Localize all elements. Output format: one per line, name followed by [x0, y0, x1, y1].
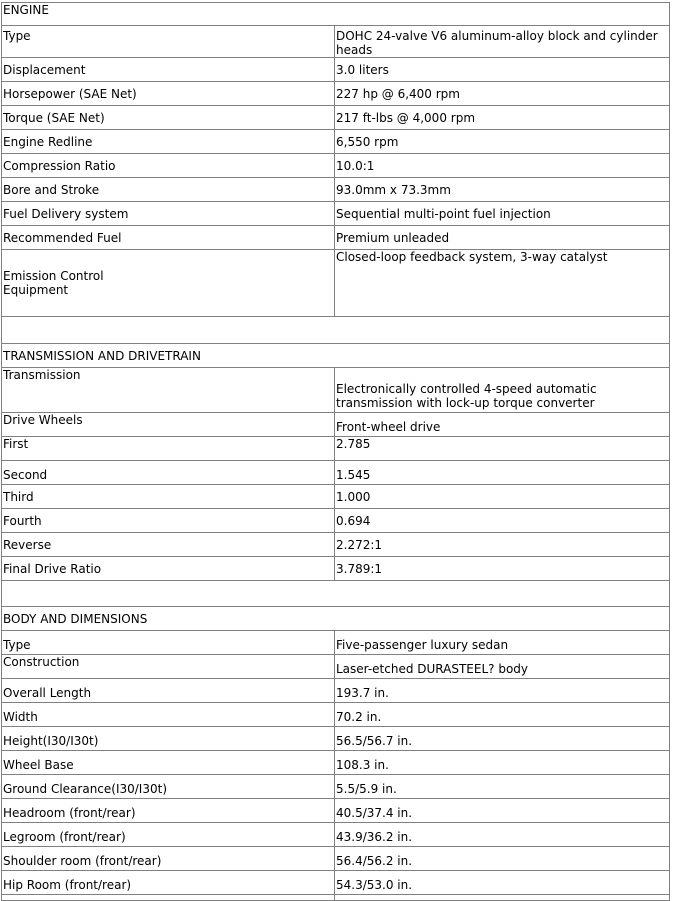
table-row [2, 413, 670, 437]
spec-label: Wheel Base [2, 751, 335, 775]
spec-value: Closed-loop feedback system, 3-way catalyst [335, 250, 670, 317]
spec-label: Final Drive Ratio [2, 557, 335, 581]
spec-label: Type [2, 631, 335, 655]
spec-value: 70.2 in. [335, 703, 670, 727]
table-row [2, 679, 670, 703]
spacer-row [2, 317, 670, 344]
spec-value: 2.785 [335, 437, 670, 461]
spec-value: 108.3 in. [335, 751, 670, 775]
table-row [2, 226, 670, 250]
spec-value: DOHC 24-valve V6 aluminum-alloy block and cylinder heads [335, 26, 670, 58]
section-heading-body: BODY AND DIMENSIONS [2, 607, 670, 631]
spec-label: Construction [2, 655, 335, 679]
table-row [2, 775, 670, 799]
spec-value: 40.5/37.4 in. [335, 799, 670, 823]
spec-value: Five-passenger luxury sedan [335, 631, 670, 655]
section-heading-transmission: TRANSMISSION AND DRIVETRAIN [2, 344, 670, 368]
table-row [2, 82, 670, 106]
spec-label: Compression Ratio [2, 154, 335, 178]
spec-label: Width [2, 703, 335, 727]
table-row [2, 823, 670, 847]
table-row [2, 751, 670, 775]
section-header-row [2, 344, 670, 368]
spec-label: First [2, 437, 335, 461]
spec-value: Laser-etched DURASTEEL? body [335, 655, 670, 679]
spec-label: Torque (SAE Net) [2, 106, 335, 130]
table-row [2, 154, 670, 178]
spec-value: 54.3/53.0 in. [335, 871, 670, 895]
table-row [2, 368, 670, 413]
spec-label: Hip Room (front/rear) [2, 871, 335, 895]
spec-label: Recommended Fuel [2, 226, 335, 250]
spec-value: 10.0:1 [335, 154, 670, 178]
spec-label: Type [2, 26, 335, 58]
table-row [2, 847, 670, 871]
spec-label: Horsepower (SAE Net) [2, 82, 335, 106]
spec-label: Engine Redline [2, 130, 335, 154]
table-row [2, 703, 670, 727]
spec-value: 193.7 in. [335, 679, 670, 703]
spec-label: Ground Clearance(I30/I30t) [2, 775, 335, 799]
table-row [2, 727, 670, 751]
table-row [2, 509, 670, 533]
spec-label: Fourth [2, 509, 335, 533]
spec-label: Headroom (front/rear) [2, 799, 335, 823]
spec-label: Shoulder room (front/rear) [2, 847, 335, 871]
spec-value: Premium unleaded [335, 226, 670, 250]
spacer-row [2, 581, 670, 607]
table-row [2, 631, 670, 655]
table-row [2, 871, 670, 895]
spec-value: 0.694 [335, 509, 670, 533]
spec-label: Emission Control Equipment [2, 250, 335, 317]
table-row [2, 485, 670, 509]
spec-label: Displacement [2, 58, 335, 82]
table-row [2, 250, 670, 317]
table-row [2, 26, 670, 58]
spec-label: Fuel Delivery system [2, 202, 335, 226]
table-row [2, 799, 670, 823]
section-spacer [2, 317, 670, 344]
table-row [2, 58, 670, 82]
spec-value: 1.545 [335, 461, 670, 485]
spec-label: Bore and Stroke [2, 178, 335, 202]
spec-value: 5.5/5.9 in. [335, 775, 670, 799]
specifications-table [1, 2, 670, 901]
spec-value: 56.5/56.7 in. [335, 727, 670, 751]
spec-value: 93.0mm x 73.3mm [335, 178, 670, 202]
spec-value: Sequential multi-point fuel injection [335, 202, 670, 226]
spec-label: Reverse [2, 533, 335, 557]
table-row [2, 533, 670, 557]
spec-value: Front-wheel drive [335, 413, 670, 437]
spec-value: Electronically controlled 4-speed automatic transmission with lock-up torque converter [335, 368, 670, 413]
table-row [2, 655, 670, 679]
section-header-row [2, 3, 670, 26]
spec-value: 1.000 [335, 485, 670, 509]
spec-value: 6,550 rpm [335, 130, 670, 154]
spec-label: Third [2, 485, 335, 509]
spec-label: Overall Length [2, 679, 335, 703]
spec-label: Legroom (front/rear) [2, 823, 335, 847]
spec-value: 43.9/36.2 in. [335, 823, 670, 847]
spec-value: 227 hp @ 6,400 rpm [335, 82, 670, 106]
spec-value: 2.272:1 [335, 533, 670, 557]
section-spacer [2, 581, 670, 607]
table-row [2, 178, 670, 202]
spec-label: Height(I30/I30t) [2, 727, 335, 751]
spec-label: Second [2, 461, 335, 485]
table-row [2, 461, 670, 485]
table-row [2, 202, 670, 226]
spec-value: 3.789:1 [335, 557, 670, 581]
table-row [2, 130, 670, 154]
spec-value: 217 ft-lbs @ 4,000 rpm [335, 106, 670, 130]
section-heading-engine: ENGINE [2, 3, 670, 26]
table-row [2, 437, 670, 461]
spec-value: 3.0 liters [335, 58, 670, 82]
table-row [2, 106, 670, 130]
spec-label: Transmission [2, 368, 335, 413]
table-row [2, 557, 670, 581]
section-header-row [2, 607, 670, 631]
spec-label: Drive Wheels [2, 413, 335, 437]
spec-value: 56.4/56.2 in. [335, 847, 670, 871]
